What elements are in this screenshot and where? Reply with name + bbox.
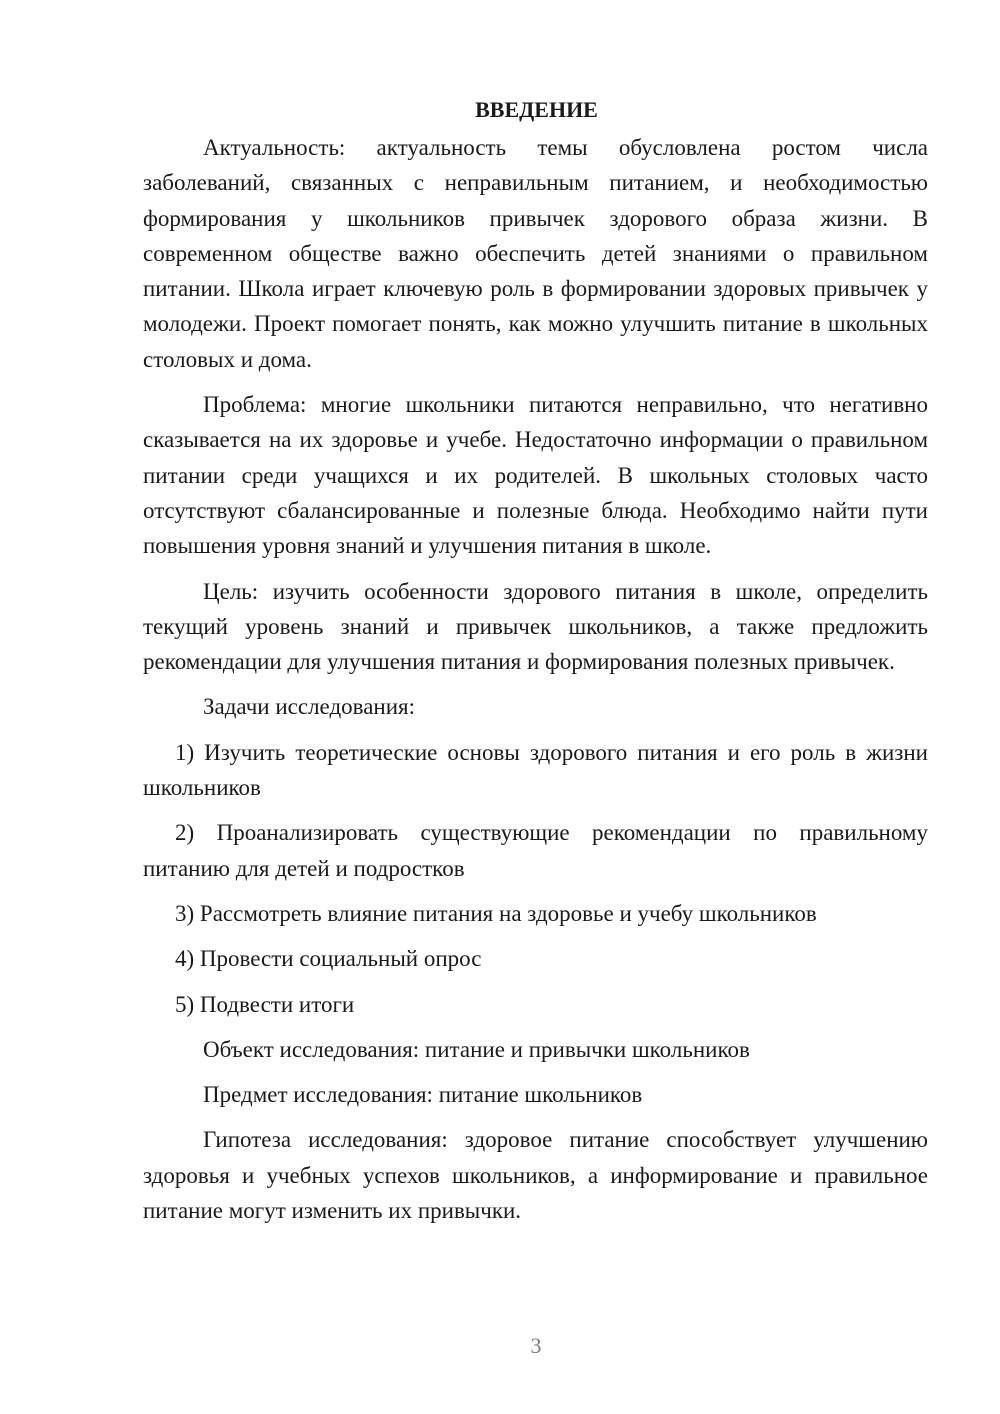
task-item-3: 3) Рассмотреть влияние питания на здоровье и учебу школьников [175, 900, 817, 926]
goal-paragraph: Цель: изучить особенности здорового питания в школе, определить текущий уровень знаний и привычек школьников, а также предложить рекомендации для улучшения питания и формирования полезных привычек. [143, 578, 928, 675]
relevance-paragraph: Актуальность: актуальность темы обусловлена ростом числа заболеваний, связанных с неправильным питанием, и необходимостью формирования у школьников привычек здорового образа жизни. В современном обществе важно обеспечить детей знаниями о правильном питании. Школа играет ключевую роль в формировании здоровых привычек у молодежи. Проект помогает понять, как можно улучшить питание в школьных столовых и дома. [143, 135, 928, 372]
research-object: Объект исследования: питание и привычки школьников [203, 1036, 750, 1062]
problem-paragraph: Проблема: многие школьники питаются неправильно, что негативно сказывается на их здоровье и учебе. Недостаточно информации о правильном питании среди учащихся и их родителей. В школьных столовых часто отсутствуют сбалансированные и полезные блюда. Необходимо найти пути повышения уровня знаний и улучшения питания в школе. [143, 392, 928, 559]
section-title: ВВЕДЕНИЕ [475, 97, 598, 122]
task-item-4: 4) Провести социальный опрос [175, 946, 482, 972]
task-item-5: 5) Подвести итоги [175, 991, 355, 1017]
page-number: 3 [530, 1333, 542, 1358]
task-item-1: 1) Изучить теоретические основы здорового питания и его роль в жизни школьников [143, 739, 928, 801]
task-item-2: 2) Проанализировать существующие рекомендации по правильному питанию для детей и подростков [143, 820, 928, 881]
tasks-heading: Задачи исследования: [203, 694, 416, 720]
research-subject: Предмет исследования: питание школьников [203, 1082, 643, 1108]
hypothesis-paragraph: Гипотеза исследования: здоровое питание способствует улучшению здоровья и учебных успехов школьников, а информирование и правильное питание могут изменить их привычки. [143, 1127, 928, 1224]
page-content [143, 92, 928, 1238]
